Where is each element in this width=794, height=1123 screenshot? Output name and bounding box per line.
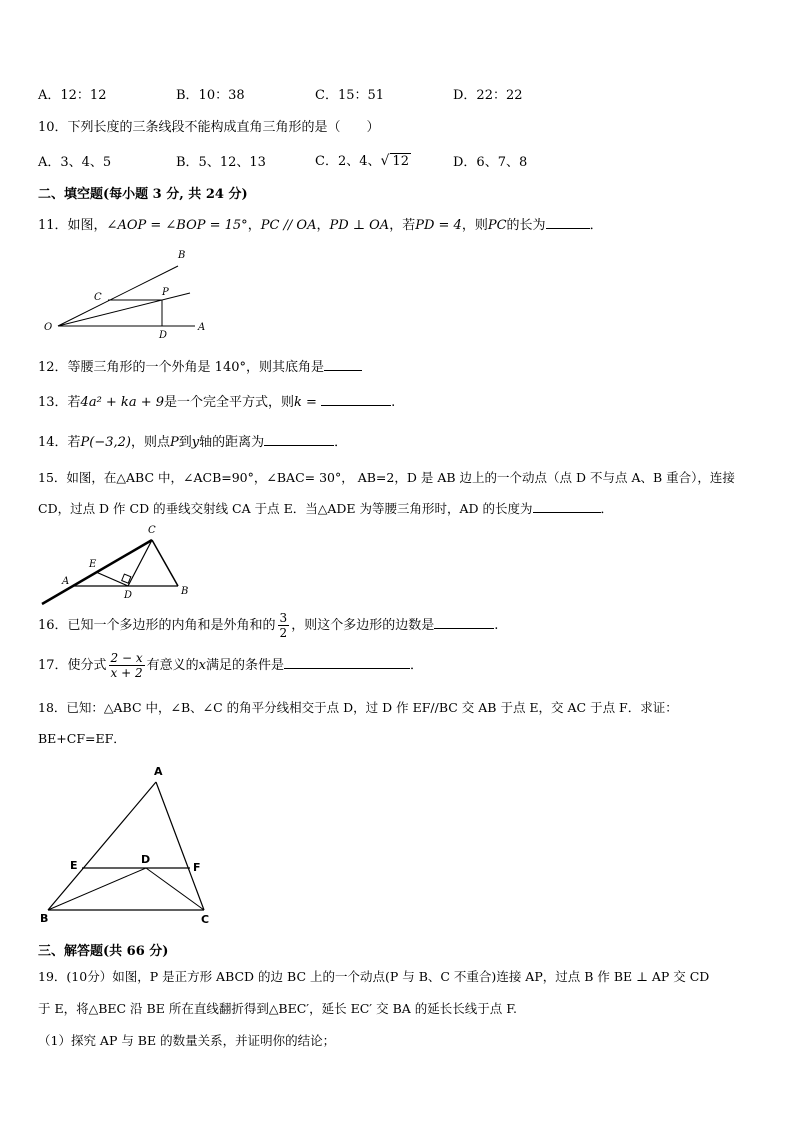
label-a: A: [154, 765, 163, 778]
q15-end: ．: [600, 501, 614, 516]
q17-answer-blank[interactable]: [284, 656, 410, 669]
label-d: D: [141, 853, 151, 866]
q15-line-2-text: CD，过点 D 作 CD 的垂线交射线 CA 于点 E．当△ADE 为等腰三角形时，AD 的长度为: [38, 501, 533, 516]
section-3-title: 三、解答题(共 66 分): [38, 944, 169, 959]
q19-part-1: （1）探究 AP 与 BE 的数量关系，并证明你的结论；: [38, 1033, 336, 1048]
segment-ab: [48, 782, 156, 910]
q16-end: .: [494, 618, 499, 633]
q13-answer-blank[interactable]: [321, 393, 391, 406]
q10-option-c-radicand: 12: [392, 154, 409, 169]
q12-stem: 12．等腰三角形的一个外角是 140°，则其底角是: [38, 360, 324, 375]
q13-text: [38, 391, 395, 410]
q17-var: x: [198, 658, 206, 673]
label-b: B: [40, 912, 49, 925]
label-d: D: [159, 330, 168, 341]
q9-option-a: A．12：12: [38, 88, 107, 103]
q10-option-a: A．3、4、5: [38, 155, 112, 170]
q10-option-d: D．6、7、8: [453, 155, 528, 170]
q11-sep2: ，: [316, 218, 330, 233]
q14-point: P(−3,2): [80, 435, 132, 450]
q14-prefix: 14．若: [38, 435, 81, 450]
q11-mid: ，若: [389, 218, 416, 233]
q14-suffix: 轴的距离为: [199, 435, 265, 450]
q9-option-d: D．22：22: [453, 88, 523, 103]
q11-eq2: PC // OA: [260, 218, 317, 233]
q10-option-b: B．5、12、13: [176, 155, 266, 170]
q11-var: PC: [487, 218, 507, 233]
q17-fraction: [109, 651, 145, 680]
q9-option-c: C．15：51: [315, 88, 385, 103]
q19-line-1: 19．(10分）如图，P 是正方形 ABCD 的边 BC 上的一个动点(P 与 B、C 不重合)连接 AP，过点 B 作 BE ⊥ AP 交 CD: [38, 969, 710, 984]
q11-eq4: PD = 4: [415, 218, 462, 233]
q11-suffix: 的长为: [506, 218, 546, 233]
q11-mid2: ，则: [461, 218, 488, 233]
q17-text: [38, 651, 423, 680]
q11-eq3: PD ⊥ OA: [329, 218, 390, 233]
q17-fraction-numerator: 2 − x: [110, 651, 143, 665]
q14-text: [38, 431, 347, 450]
q14-p: P: [170, 435, 179, 450]
segment-cb: [152, 540, 178, 586]
q11-end: ．: [589, 218, 603, 233]
q16-answer-blank[interactable]: [434, 616, 494, 629]
q13-mid: 是一个完全平方式，则: [164, 395, 295, 410]
label-e: E: [89, 559, 97, 570]
ray-ob: [58, 266, 178, 326]
q14-y: y: [191, 435, 200, 450]
segment-cd: [146, 868, 204, 910]
label-e: E: [70, 859, 78, 872]
q18-line-2: BE+CF=EF．: [38, 731, 126, 746]
q16-fraction-denominator: 2: [279, 626, 288, 640]
q17-fraction-denominator: x + 2: [110, 666, 143, 680]
q17-suffix: 满足的条件是: [206, 658, 285, 673]
q11-prefix: 11．如图，: [38, 218, 107, 233]
q11-answer-blank[interactable]: [546, 216, 590, 229]
q15-figure: [38, 522, 198, 607]
section-2-title: 二、填空题(每小题 3 分, 共 24 分): [38, 187, 248, 202]
q10-option-c-prefix: C．2、4、: [315, 154, 381, 169]
q18-line-1: 18．已知：△ABC 中，∠B、∠C 的角平分线相交于点 D，过 D 作 EF//BC 交 AB 于点 E，交 AC 于点 F．求证：: [38, 700, 678, 715]
q15-line-2: [38, 499, 613, 517]
label-a: A: [198, 322, 206, 333]
q14-answer-blank[interactable]: [264, 433, 334, 446]
label-b: B: [178, 250, 186, 261]
label-d: D: [124, 590, 133, 601]
q13-var: k =: [294, 395, 317, 410]
q18-figure: [36, 762, 226, 930]
ray-op: [58, 293, 190, 326]
q12-answer-blank[interactable]: [324, 358, 362, 371]
label-c: C: [148, 525, 156, 536]
q13-prefix: 13．若: [38, 395, 81, 410]
label-c: C: [201, 913, 210, 926]
label-p: P: [162, 287, 169, 298]
q11-eq1: ∠AOP = ∠BOP = 15°: [106, 218, 248, 233]
q10-option-c: C．2、4、√ 12: [315, 153, 409, 169]
label-a: A: [62, 576, 70, 587]
label-o: O: [44, 322, 53, 333]
segment-bd: [48, 868, 146, 910]
label-c: C: [94, 292, 102, 303]
label-b: B: [181, 586, 189, 597]
q11-figure: [40, 246, 220, 341]
q14-mid: ，则点: [131, 435, 171, 450]
q11-sep1: ，: [247, 218, 261, 233]
q19-line-2: 于 E，将△BEC 沿 BE 所在直线翻折得到△BEC′，延长 EC′ 交 BA 的延长长线于点 F.: [38, 1001, 517, 1016]
q11-text: [38, 214, 603, 233]
q16-suffix: ，则这个多边形的边数是: [291, 618, 435, 633]
q16-fraction: [278, 611, 290, 640]
q17-mid: 有意义的: [146, 658, 199, 673]
q17-end: ．: [410, 658, 424, 673]
q13-end: .: [391, 395, 396, 410]
q10-stem: 10．下列长度的三条线段不能构成直角三角形的是（ ）: [38, 120, 380, 135]
q16-fraction-numerator: 3: [279, 611, 288, 625]
q16-text: [38, 611, 498, 640]
right-angle-mark: [122, 574, 131, 583]
segment-ed: [96, 572, 128, 586]
q9-option-b: B．10：38: [176, 88, 245, 103]
q15-answer-blank[interactable]: [533, 500, 601, 513]
segment-ac: [156, 782, 204, 910]
q16-prefix: 16．已知一个多边形的内角和是外角和的: [38, 618, 276, 633]
q15-line-1: 15．如图，在△ABC 中，∠ACB=90°，∠BAC= 30°， AB=2，D 是 AB 边上的一个动点（点 D 不与点 A、B 重合），连接: [38, 470, 735, 485]
q14-mid2: 到: [178, 435, 192, 450]
q14-end: ．: [334, 435, 348, 450]
q17-prefix: 17．使分式: [38, 658, 107, 673]
label-f: F: [193, 861, 201, 874]
q12-text: [38, 356, 362, 375]
q13-expression: 4a² + ka + 9: [80, 395, 164, 410]
